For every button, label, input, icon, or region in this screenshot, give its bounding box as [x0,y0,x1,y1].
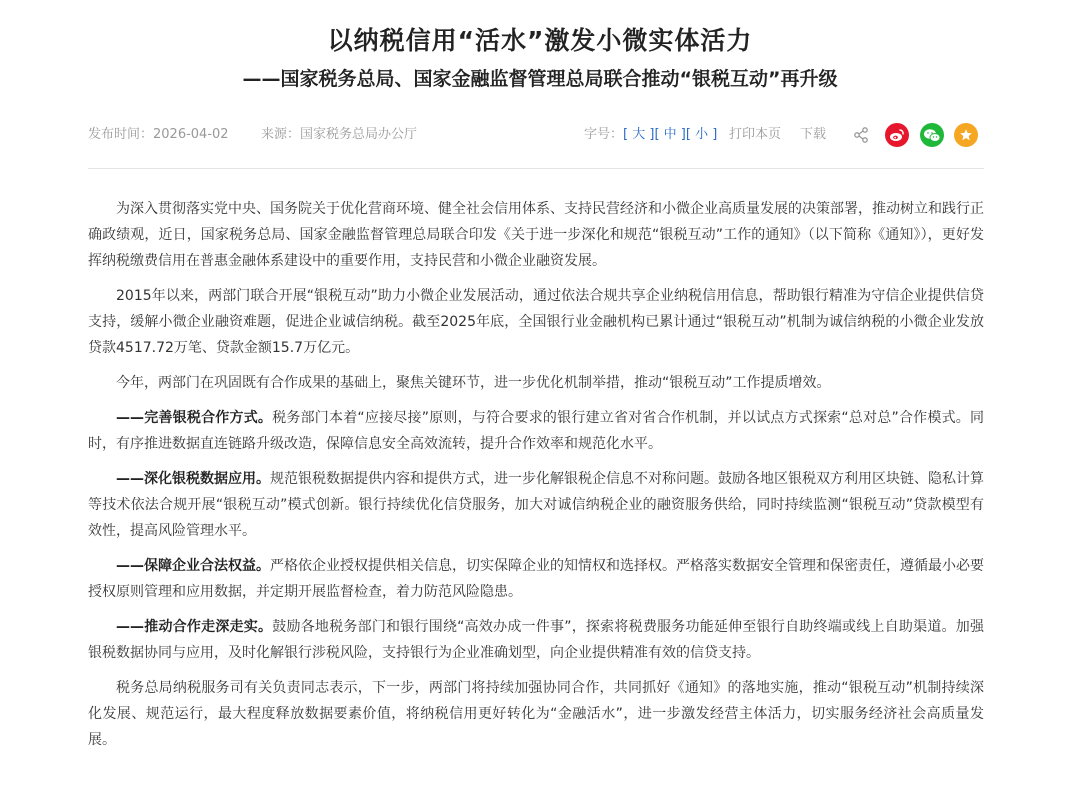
favorite-button[interactable] [954,123,978,147]
publish-date-value: 2026-04-02 [153,127,229,142]
print-page-link[interactable]: 打印本页 [729,127,782,142]
weibo-share-button[interactable] [885,123,909,147]
wechat-share-button[interactable] [920,123,944,147]
section-heading: ——深化银税数据应用。 [116,471,270,487]
article-paragraph: ——推动合作走深走实。鼓励各地税务部门和银行围绕“高效办成一件事”，探索将税费服务功能延伸至银行自助终端或线上自助渠道。加强银税数据协同与应用，及时化解银行涉税风险，支持银行为企业准确划型，向企业提供精准有效的信贷支持。 [88,619,984,661]
publish-date [88,124,229,146]
share-icon[interactable] [853,127,869,143]
article-source [261,124,417,146]
source-value: 国家税务总局办公厅 [300,127,418,142]
section-heading: ——保障企业合法权益。 [116,558,270,574]
article-title: 以纳税信用“活水”激发小微实体活力 [327,26,753,55]
publish-date-label: 发布时间： [88,127,154,142]
font-size-medium-button[interactable]: [ 中 ] [654,127,686,142]
weibo-icon [889,128,905,142]
download-link[interactable]: 下载 [800,127,827,142]
article-paragraph: ——深化银税数据应用。规范银税数据提供内容和提供方式，进一步化解银税企信息不对称问题。鼓励各地区银税双方利用区块链、隐私计算等技术依法合规开展“银税互动”模式创新。银行持续优化信贷服务，加大对诚信纳税企业的融资服务供给，同时持续监测“银税互动”贷款模型有效性，提高风险管理水平。 [88,471,984,539]
font-size-control [584,124,717,146]
article-paragraph: 为深入贯彻落实党中央、国务院关于优化营商环境、健全社会信用体系、支持民营经济和小微企业高质量发展的决策部署，推动树立和践行正确政绩观，近日，国家税务总局、国家金融监督管理总局联合印发《关于进一步深化和规范“银税互动”工作的通知》（以下简称《通知》），更好发挥纳税缴费信用在普惠金融体系建设中的重要作用，支持民营和小微企业融资发展。 [88,201,984,269]
article-paragraph: ——完善银税合作方式。税务部门本着“应接尽接”原则，与符合要求的银行建立省对省合作机制，并以试点方式探索“总对总”合作模式。同时，有序推进数据直连链路升级改造，保障信息安全高效流转，提升合作效率和规范化水平。 [88,410,985,452]
article-body [88,196,984,762]
article-meta-bar [88,124,988,146]
article-paragraph: 税务总局纳税服务司有关负责同志表示，下一步，两部门将持续加强协同合作，共同抓好《通知》的落地实施，推动“银税互动”机制持续深化发展、规范运行，最大程度释放数据要素价值，将纳税信用更好转化为“金融活水”，进一步激发经营主体活力，切实服务经济社会高质量发展。 [88,680,984,748]
section-heading: ——推动合作走深走实。 [116,619,273,635]
article-subtitle: ——国家税务总局、国家金融监督管理总局联合推动“银税互动”再升级 [242,68,838,90]
article-paragraph: 今年，两部门在巩固既有合作成果的基础上，聚焦关键环节，进一步优化机制举措，推动“银税互动”工作提质增效。 [116,375,831,391]
wechat-icon [923,128,941,143]
source-label: 来源： [261,127,301,142]
font-size-large-button[interactable]: [ 大 ] [623,127,655,142]
header-divider [88,168,984,169]
star-icon [959,128,973,142]
article-paragraph: ——保障企业合法权益。严格依企业授权提供相关信息，切实保障企业的知情权和选择权。严格落实数据安全管理和保密责任，遵循最小必要授权原则管理和应用数据，并定期开展监督检查，着力防范风险隐患。 [88,558,984,600]
article-paragraph: 2015年以来，两部门联合开展“银税互动”助力小微企业发展活动，通过依法合规共享企业纳税信用信息，帮助银行精准为守信企业提供信贷支持，缓解小微企业融资难题，促进企业诚信纳税。截至2025年底，全国银行业金融机构已累计通过“银税互动”机制为诚信纳税的小微企业发放贷款4517.72万笔、贷款金额15.7万亿元。 [88,288,984,356]
section-heading: ——完善银税合作方式。 [116,410,273,426]
font-size-label: 字号： [584,127,624,142]
font-size-small-button[interactable]: [ 小 ] [685,127,718,142]
